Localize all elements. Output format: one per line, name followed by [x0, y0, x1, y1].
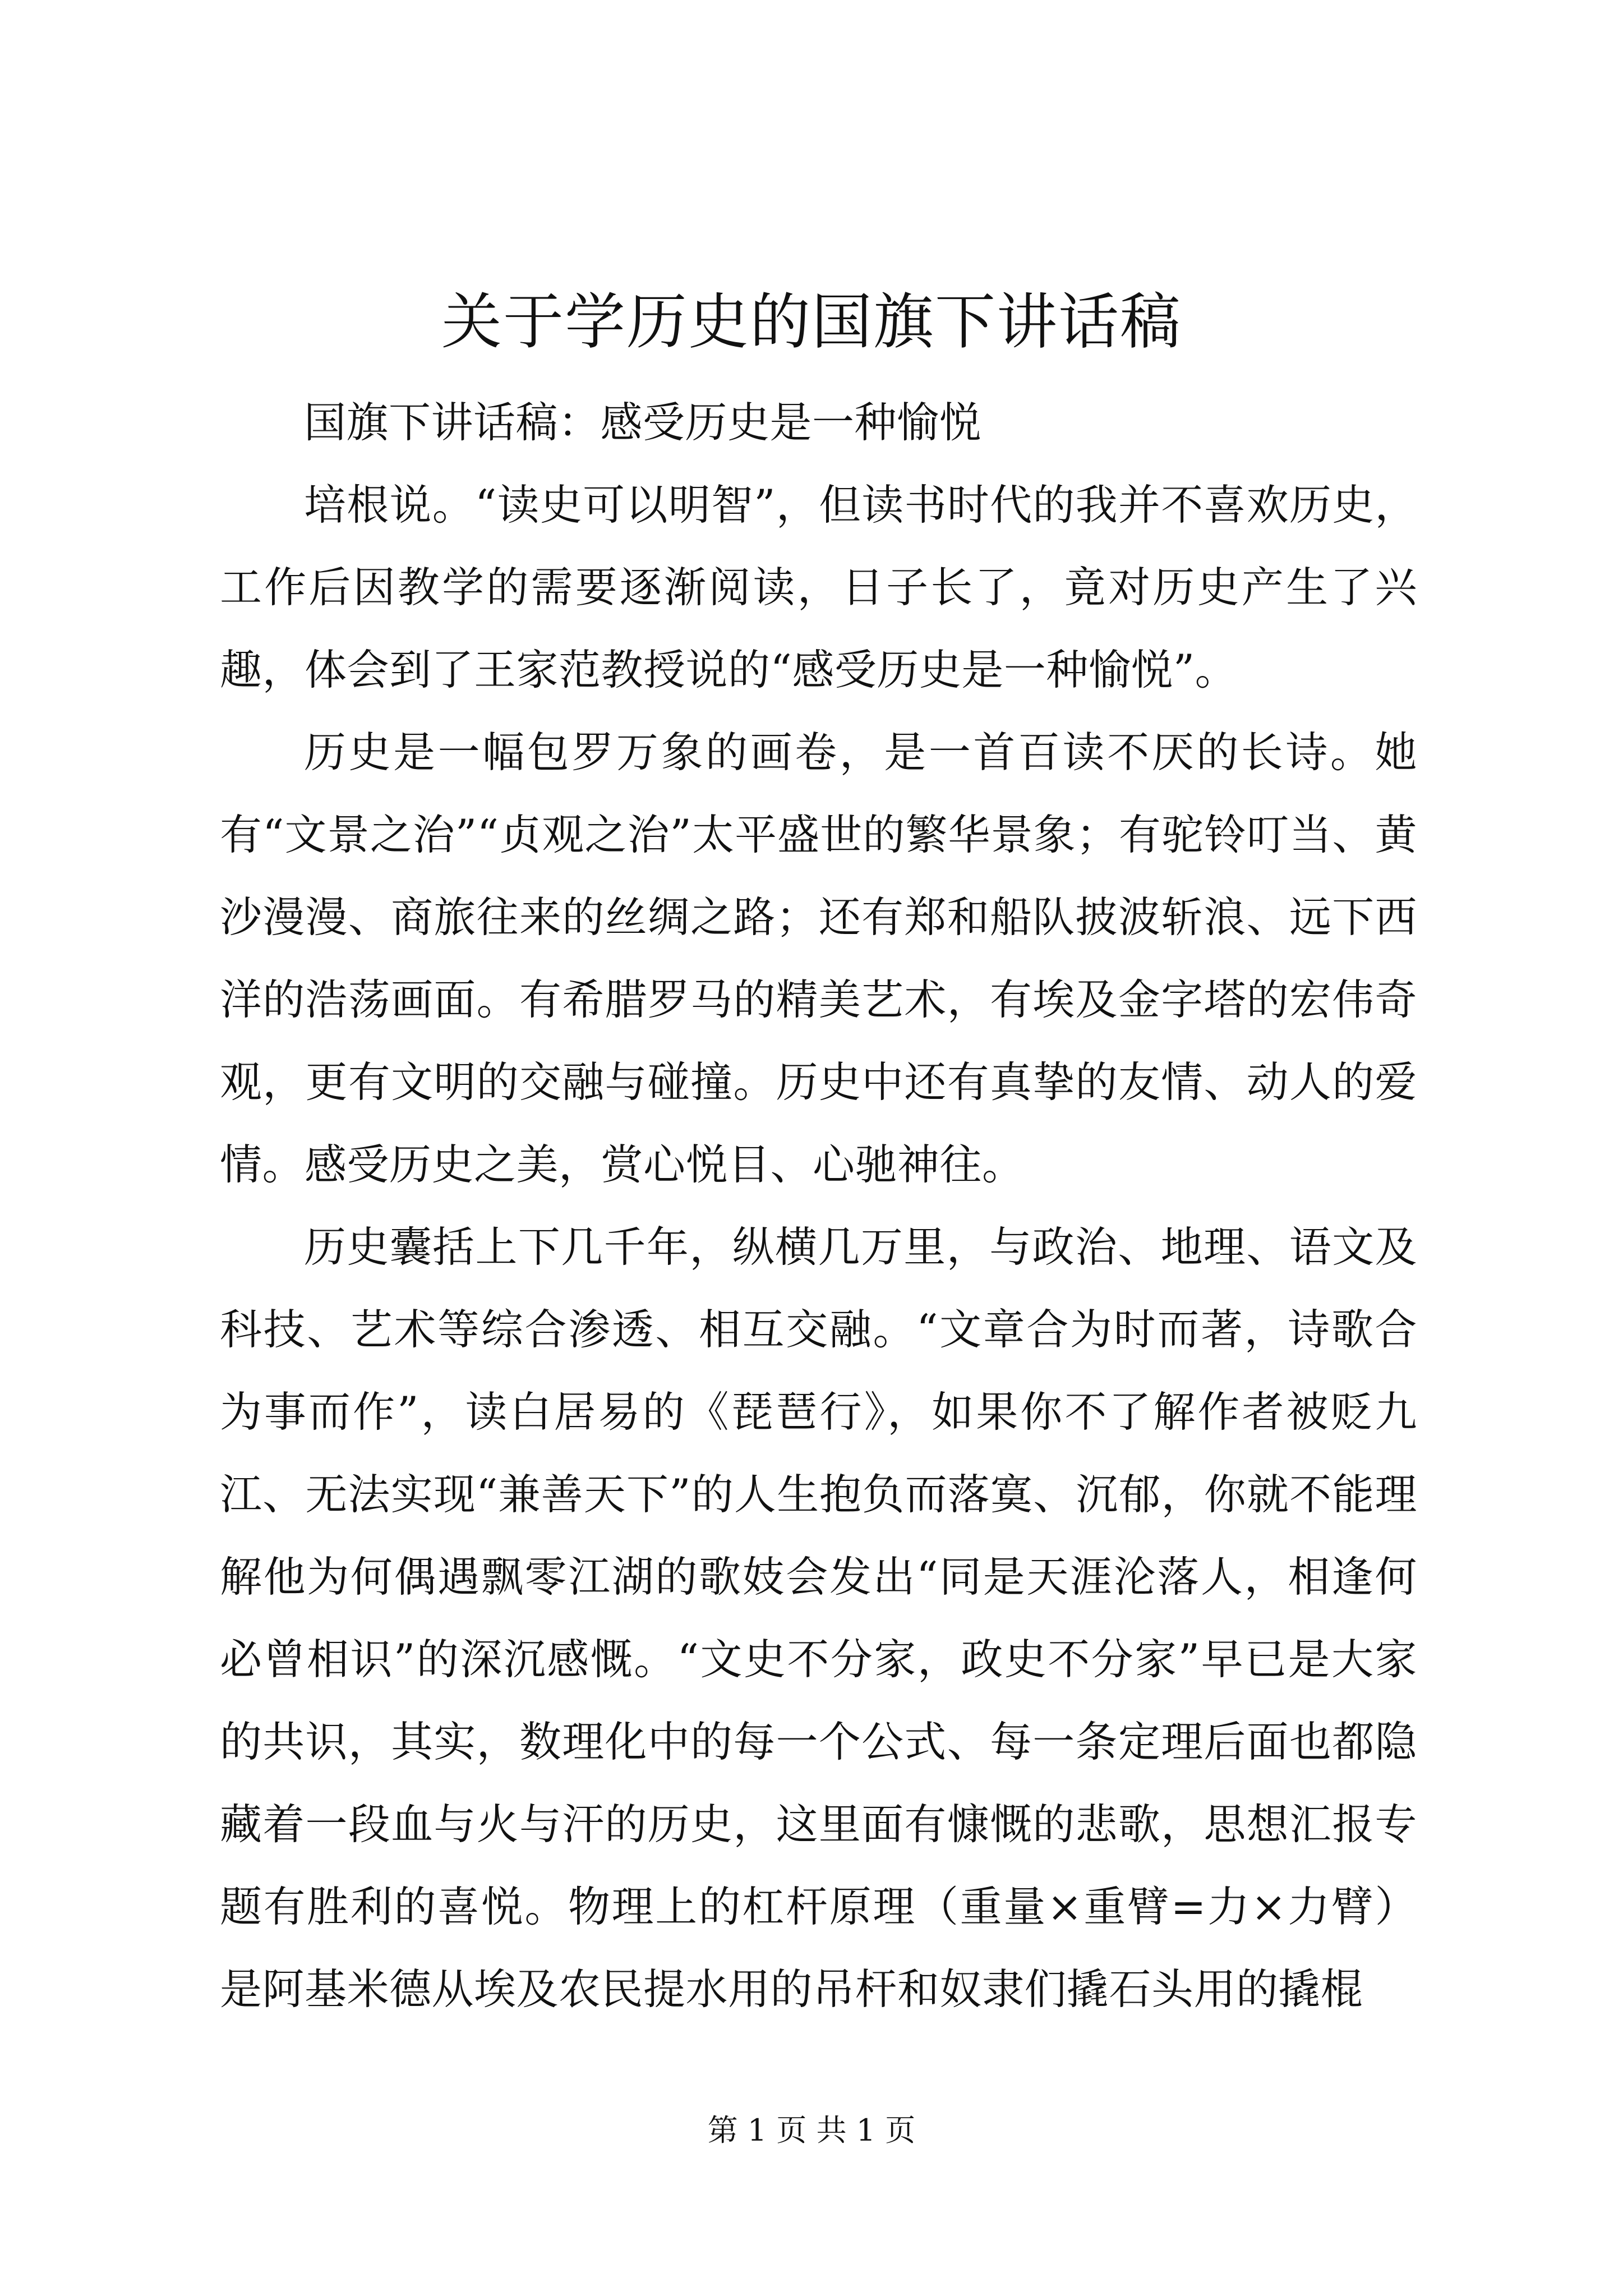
paragraph-history-integration: 历史囊括上下几千年，纵横几万里，与政治、地理、语文及科技、艺术等综合渗透、相互交融。“文章合为时而著，诗歌合为事而作”，读白居易的《琵琶行》，如果你不了解作者被贬九江、无法实现“兼善天下”的人生抱负而落寞、沉郁，你就不能理解他为何偶遇飘零江湖的歌妓会发出“同是天涯沦落人，相逢何必曾相识”的深沉感慨。“文史不分家，政史不分家”早已是大家的共识，其实，数理化中的每一个公式、每一条定理后面也都隐藏着一段血与火与汗的历史，这里面有慷慨的悲歌，思想汇报专题有胜利的喜悦。物理上的杠杆原理（重量×重臂=力×力臂）是阿基米德从埃及农民提水用的吊杆和奴隶们撬石头用的撬棍 — [220, 1222, 1417, 2014]
page-footer — [0, 2108, 1623, 2153]
document-body — [220, 381, 1417, 2031]
document-title: 关于学历史的国旗下讲话稿 — [441, 287, 1182, 357]
page-number: 第 1 页 共 1 页 — [707, 2113, 916, 2148]
paragraph-subtitle: 国旗下讲话稿：感受历史是一种愉悦 — [304, 398, 982, 447]
paragraph-bacon-quote: 培根说。“读史可以明智”，但读书时代的我并不喜欢历史，工作后因教学的需要逐渐阅读，日子长了，竟对历史产生了兴趣，体会到了王家范教授说的“感受历史是一种愉悦”。 — [220, 480, 1417, 694]
paragraph-history-scroll: 历史是一幅包罗万象的画卷，是一首百读不厌的长诗。她有“文景之治”“贞观之治”太平盛世的繁华景象；有驼铃叮当、黄沙漫漫、商旅往来的丝绸之路；还有郑和船队披波斩浪、远下西洋的浩荡画面。有希腊罗马的精美艺术，有埃及金字塔的宏伟奇观，更有文明的交融与碰撞。历史中还有真挚的友情、动人的爱情。感受历史之美，赏心悦目、心驰神往。 — [220, 728, 1417, 1189]
